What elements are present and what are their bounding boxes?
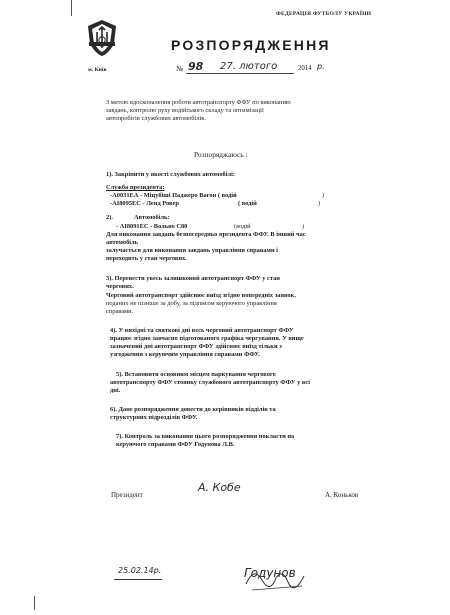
president-signature: А. Кобе (198, 481, 241, 494)
item1-service-label: Служба президента: (106, 184, 165, 191)
item3-line-4: поданих не пізніше за добу, за підписом керуючого управління (106, 300, 277, 307)
item3-line-2: чергових. (106, 283, 134, 290)
item5-line-3: дні. (110, 387, 121, 394)
item5-line-1: 5). Встановити основним місцем паркування чергового (116, 371, 276, 378)
document-title: РОЗПОРЯДЖЕННЯ (171, 37, 331, 53)
item4-line-2: працює згідно завчасно підготованого графіка чергування. У вище (110, 335, 304, 342)
item2-number: 2). (106, 214, 113, 221)
item2-label: Автомобіль: (134, 214, 170, 221)
item1-car2-driver: ( водій (238, 200, 257, 207)
item2-driver: (водій (234, 223, 251, 230)
item1-car1-close: ) (322, 192, 325, 199)
footer-date-underline (114, 579, 162, 580)
date-underline (186, 73, 294, 74)
item7-line-1: 7). Контроль за виконання цього розпорядження покласти на (116, 433, 295, 440)
scan-mark (71, 0, 72, 16)
item3-line-3: Черговий автотранспорт здійснює виїзд згідно попередніх заявок, (106, 292, 296, 299)
item1-title: 1). Закріпити у якості службових автомобілі: (106, 171, 235, 178)
item2-driver-close: ) (302, 223, 305, 230)
footer-signature-scribble-icon (242, 560, 312, 594)
order-number-label: № (176, 64, 184, 73)
item2-line-3: залучається для виконання завдань управління справами і (106, 247, 278, 254)
order-year-handwritten: р. (317, 62, 325, 71)
item7-line-2: керуючого справами ФФУ Годунова Л.В. (116, 441, 235, 448)
item4-line-4: узгодження з керуючим управління справами ФФУ. (110, 351, 260, 358)
item4-line-3: зазначений дні автотранспорт ФФУ здійснює виїзд тільки з (110, 343, 282, 350)
intro-line-2: завдань, контролю руху водійського складу та оптимізації (106, 107, 264, 114)
item3-line-5: справами. (106, 308, 134, 315)
signature-name: А. Коньков (325, 491, 359, 499)
footer-signature: Годунов (244, 566, 296, 580)
order-word: Розпоряджаюсь : (194, 150, 248, 159)
order-number-handwritten: 98 (188, 60, 204, 73)
item2-car: - АІ8091ЕС - Вольво С80 (116, 223, 188, 230)
item1-car1: -А0031ЕА - Міцубіші Паджеро Вагон ( водій (110, 192, 237, 199)
item6-line-1: 6). Дане розпорядження довести до керівників відділів та (110, 406, 276, 413)
order-year: 2014 (298, 65, 312, 72)
item2-line-1: Для виконання завдань безпосередньо президента ФФУ. В інший час (106, 231, 306, 238)
order-date-handwritten: 27. лютого (220, 61, 278, 72)
item3-line-1: 3). Перевести увесь залишковий автотранспорт ФФУ у стан (106, 275, 280, 282)
item2-line-2: автомобіль (106, 239, 139, 246)
item5-line-2: автотранспорту ФФУ стоянку службового автотранспорту ФФУ у всі (110, 379, 311, 386)
intro-line-1: З метою вдосконалення роботи автотранспорту ФФУ по виконанню (106, 99, 291, 106)
item6-line-2: структурних підрозділів ФФУ. (110, 414, 198, 421)
item2-line-4: переходить у стан чергових. (106, 255, 187, 262)
federation-emblem-icon (86, 18, 118, 58)
federation-name: ФЕДЕРАЦІЯ ФУТБОЛУ УКРАЇНИ (276, 11, 372, 17)
signature-role: Президент (111, 491, 143, 499)
intro-line-3: автопробігів службових автомобілів. (106, 115, 206, 122)
item1-car2-close: ) (318, 200, 321, 207)
city-label: м. Київ (88, 67, 107, 73)
item4-line-1: 4). У вихідні та святкові дні весь черговий автотранспорт ФФУ (110, 327, 294, 334)
footer-date-handwritten: 25.02.14р. (118, 566, 162, 575)
scan-mark-bottom (34, 596, 35, 610)
item1-car2: -АІ8095ЕС - Ленд Ровер (110, 200, 179, 207)
